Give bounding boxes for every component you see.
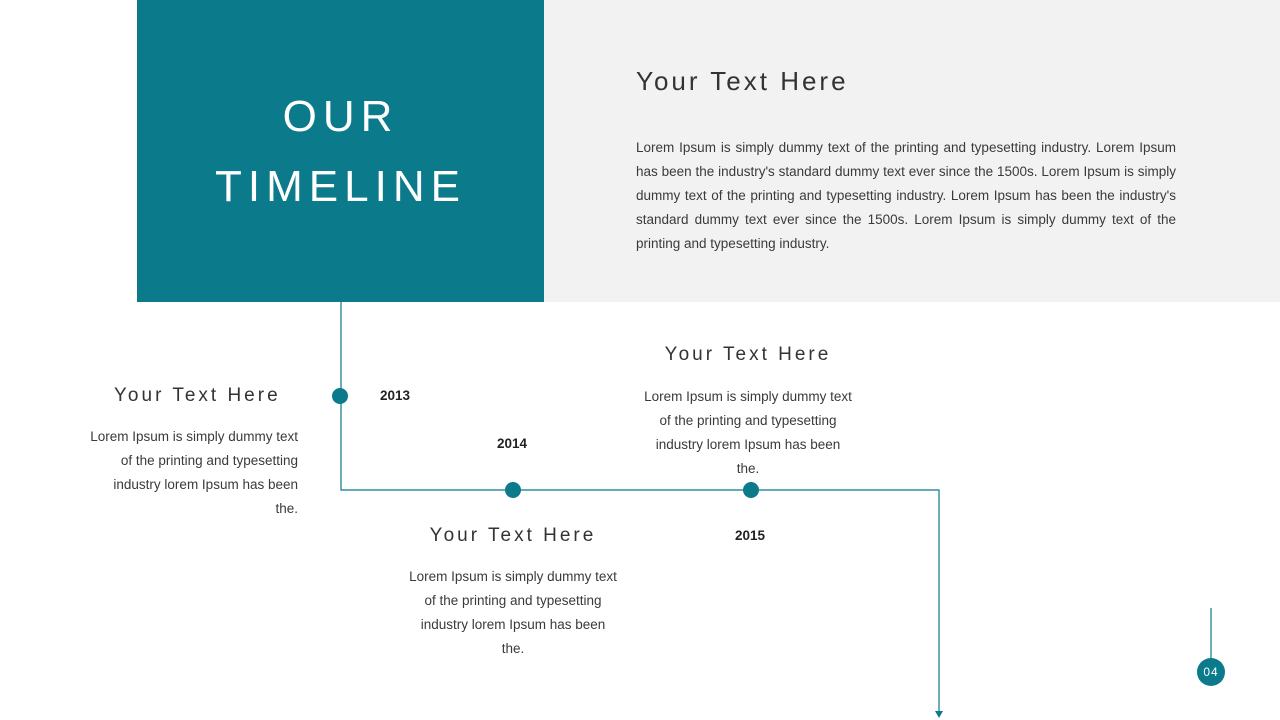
milestone-2014-year: 2014	[497, 436, 528, 451]
milestone-2015-year: 2015	[735, 528, 766, 543]
timeline-arrowhead	[935, 711, 943, 718]
timeline-dot-2013	[332, 388, 348, 404]
milestone-2013-body: Lorem Ipsum is simply dummy text of the printing and typesetting industry lorem Ipsum has been the.	[90, 429, 298, 516]
timeline-dot-2014	[505, 482, 521, 498]
timeline-dot-2015	[743, 482, 759, 498]
intro-body: Lorem Ipsum is simply dummy text of the printing and typesetting industry. Lorem Ipsum has been the industry's standard dummy text ever since the 1500s. Lorem Ipsum is simply dummy text of the printing and typesetting industry. Lorem Ipsum has been the industry's standard dummy text ever since the 1500s. Lorem Ipsum is simply dummy text of the printing and typesetting industry.	[636, 140, 1176, 251]
milestone-2015-body: Lorem Ipsum is simply dummy text of the printing and typesetting industry lorem Ipsum has been the.	[644, 389, 852, 476]
milestone-2014-heading: Your Text Here	[429, 525, 597, 546]
milestone-2013-heading: Your Text Here	[114, 385, 281, 406]
milestone-2013-year: 2013	[380, 388, 411, 403]
slide-title-line-1: OUR	[282, 92, 399, 141]
milestone-2015-heading: Your Text Here	[664, 344, 832, 365]
intro-heading: Your Text Here	[636, 66, 849, 96]
page-number: 04	[1197, 658, 1225, 686]
slide-title-line-2: TIMELINE	[215, 162, 466, 211]
milestone-2014-body: Lorem Ipsum is simply dummy text of the printing and typesetting industry lorem Ipsum has been the.	[409, 569, 617, 656]
